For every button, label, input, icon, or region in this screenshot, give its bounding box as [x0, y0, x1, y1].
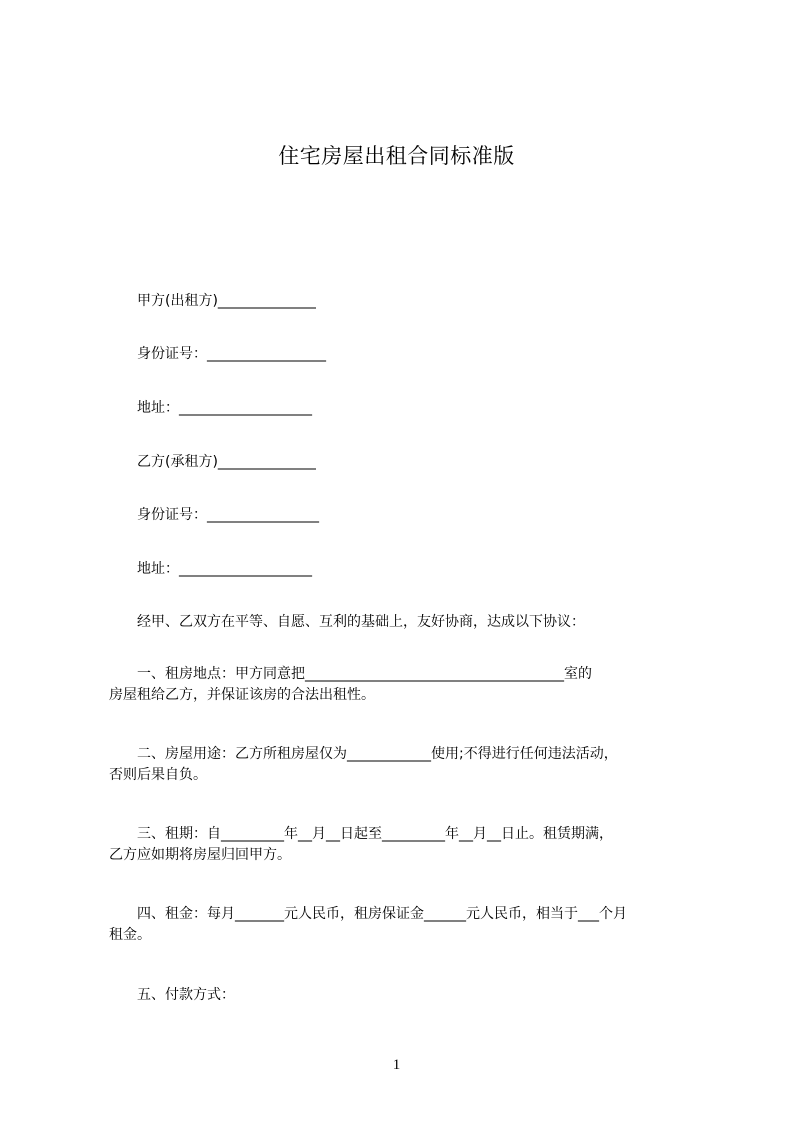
- lessee-id-field: 身份证号：________________: [137, 507, 319, 523]
- clause-location-line-2: 房屋租给乙方，并保证该房的合法出租性。: [109, 687, 375, 703]
- intro-paragraph: 经甲、乙双方在平等、自愿、互利的基础上，友好协商，达成以下协议：: [137, 614, 585, 630]
- clause-payment-heading: 五、付款方式：: [137, 987, 235, 1003]
- lessee-address-field: 地址：___________________: [137, 561, 312, 577]
- clause-usage-line-1: 二、房屋用途：乙方所租房屋仅为____________使用;不得进行任何违法活动，: [137, 746, 618, 762]
- document-title: 住宅房屋出租合同标准版: [278, 144, 515, 168]
- clause-usage-line-2: 否则后果自负。: [109, 767, 207, 783]
- clause-location: [109, 664, 702, 706]
- lessor-name-field: 甲方(出租方)______________: [137, 293, 316, 309]
- clause-term-line-1: 三、租期：自_________年__月__日起至_________年__月__日止。租赁期满，: [137, 826, 613, 842]
- clause-usage: [109, 744, 702, 786]
- clause-rent-line-2: 租金。: [109, 927, 151, 943]
- clause-rent: [109, 904, 702, 946]
- clause-rent-line-1: 四、租金：每月_______元人民币，租房保证金______元人民币，相当于___个月: [137, 906, 627, 922]
- lessee-name-field: 乙方(承租方)______________: [137, 454, 316, 470]
- lessor-address-field: 地址：___________________: [137, 400, 312, 416]
- clause-location-line-1: 一、租房地点：甲方同意把_____________________________________室的: [137, 666, 592, 682]
- lessor-id-field: 身份证号：_________________: [137, 346, 326, 362]
- page-number: 1: [392, 1057, 401, 1073]
- clause-term: [109, 824, 702, 866]
- clause-term-line-2: 乙方应如期将房屋归回甲方。: [109, 847, 291, 863]
